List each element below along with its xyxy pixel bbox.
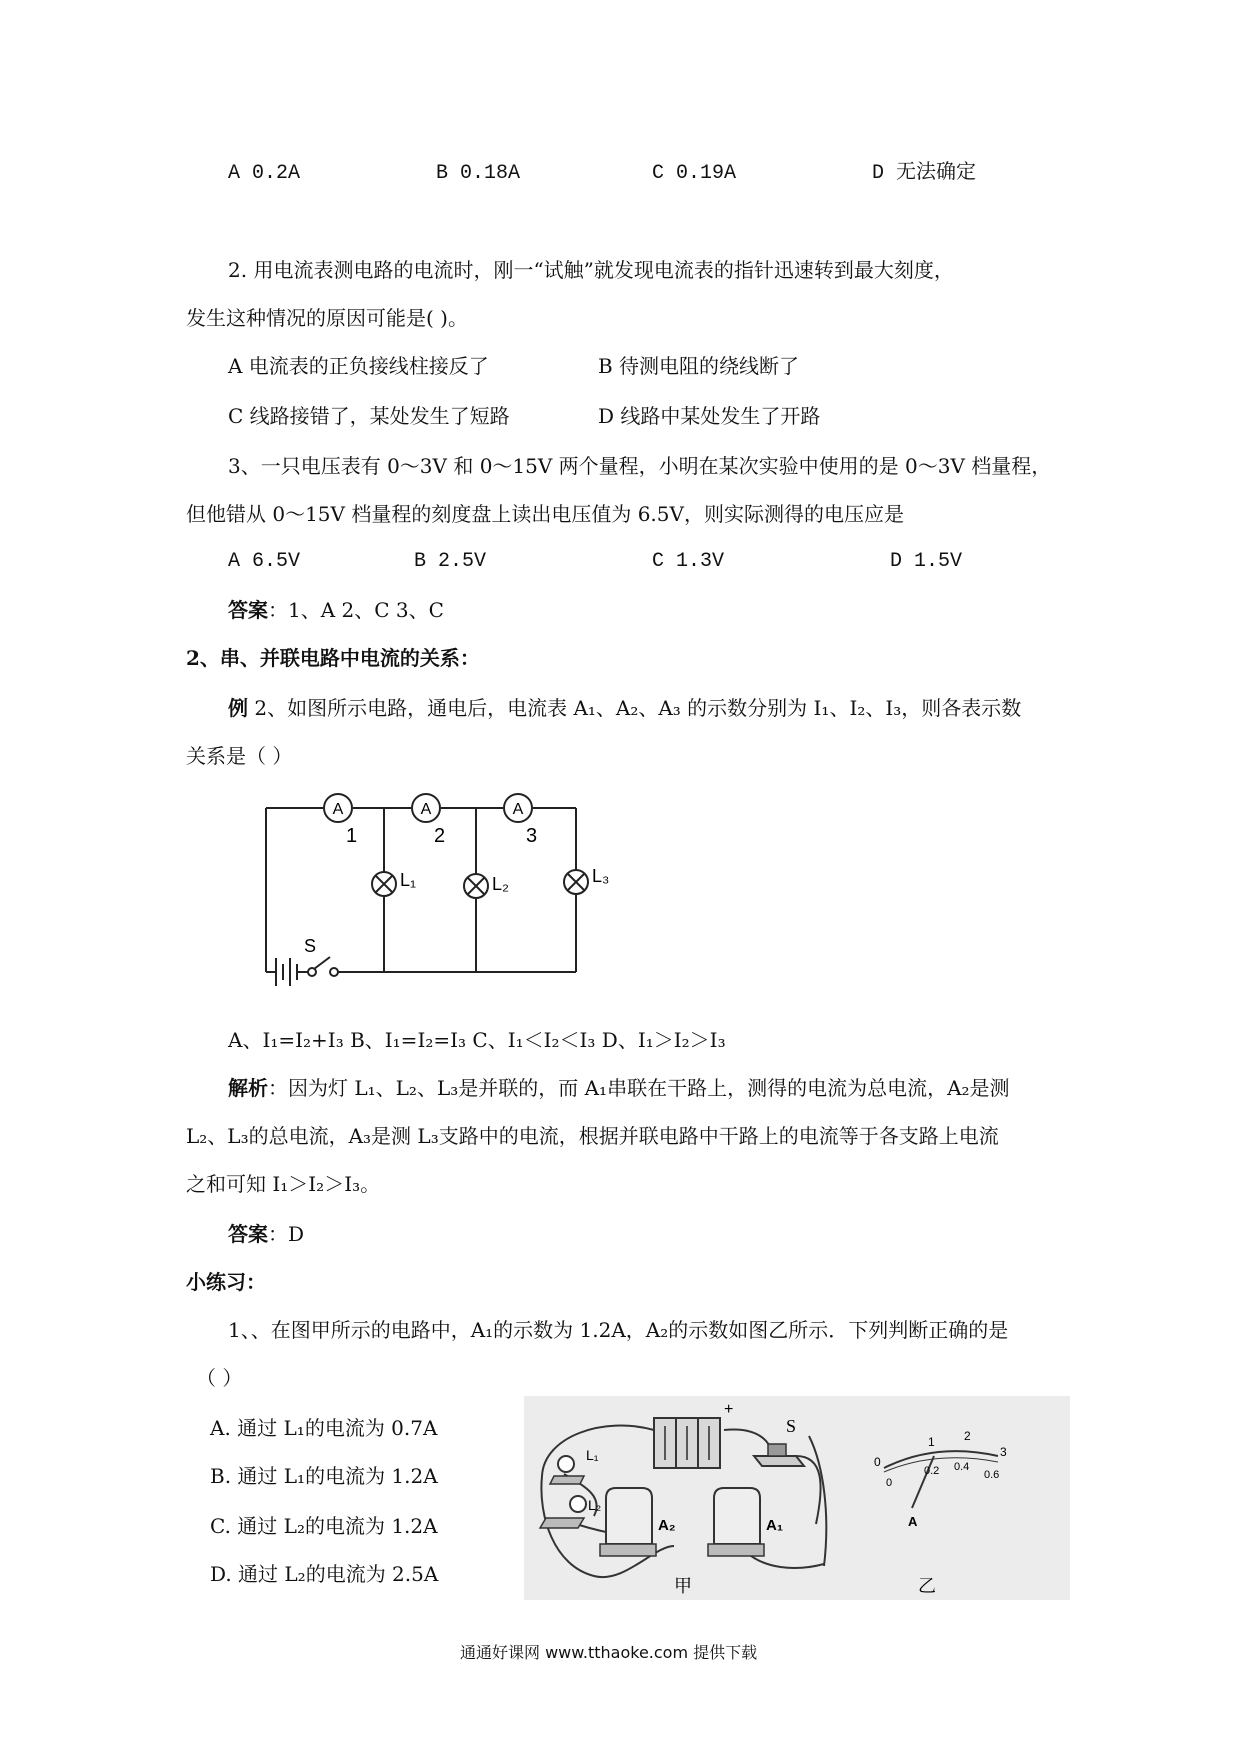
lamp-l1-icon xyxy=(372,870,416,896)
lamp-l2-label: L₂ xyxy=(492,874,509,894)
lamp-l3-icon xyxy=(564,866,609,894)
dial-top-2: 2 xyxy=(964,1429,971,1443)
practice-q1-line1: 1、、在图甲所示的电路中，A₁的示数为 1.2A，A₂的示数如图乙所示．下列判断正确的是 xyxy=(228,1318,1009,1342)
lamp-l1-photo-label: L₁ xyxy=(586,1447,599,1463)
example-2-text: 2、如图所示电路，通电后，电流表 A₁、A₂、A₃ 的示数分别为 I₁、I₂、I₃，则各表示数 xyxy=(248,696,1022,720)
page-footer: 通通好课网 www.tthaoke.com 提供下载 xyxy=(460,1643,758,1662)
practice-q1-line2: （ ） xyxy=(196,1366,243,1390)
answer-1 xyxy=(228,596,444,624)
answer-1-label: 答案 xyxy=(228,598,268,622)
circuit-photo-figure xyxy=(524,1396,1070,1600)
analysis-line3: 之和可知 I₁＞I₂＞I₃。 xyxy=(186,1172,381,1196)
ammeter-a3-number: 3 xyxy=(526,825,538,847)
ammeter-dial-icon xyxy=(884,1451,998,1508)
q3-option-d: D 1.5V xyxy=(890,550,963,573)
practice-q1-option-b: B. 通过 L₁的电流为 1.2A xyxy=(210,1464,438,1488)
q2-option-d: D 线路中某处发生了开路 xyxy=(598,404,821,428)
parallel-circuit-diagram xyxy=(250,782,630,992)
ammeter-a2-photo-icon xyxy=(600,1488,656,1556)
q1-option-c: C 0.19A xyxy=(652,162,737,185)
answer-1-text: ：1、A 2、C 3、C xyxy=(268,598,444,622)
ammeter-a2-photo-label: A₂ xyxy=(658,1517,676,1534)
circuit-photo-drawing xyxy=(524,1396,1070,1600)
q3-option-a: A 6.5V xyxy=(228,550,301,573)
lamp-l2-icon xyxy=(464,874,509,898)
practice-q1-option-d: D. 通过 L₂的电流为 2.5A xyxy=(210,1562,439,1586)
dial-unit-label: A xyxy=(908,1514,918,1529)
answer-2-label: 答案 xyxy=(228,1222,268,1246)
ammeter-a3-symbol: A xyxy=(512,801,524,818)
lamp-l1-label: L₁ xyxy=(400,870,417,890)
q3-option-b: B 2.5V xyxy=(414,550,487,573)
example-2-options: A、I₁=I₂+I₃ B、I₁=I₂=I₃ C、I₁＜I₂＜I₃ D、I₁＞I₂＞I₃ xyxy=(228,1028,726,1052)
analysis-label: 解析 xyxy=(228,1076,268,1100)
lamp-l3-label: L₃ xyxy=(592,866,610,886)
lamp-l1-photo-icon xyxy=(550,1456,584,1484)
analysis-line2: L₂、L₃的总电流，A₃是测 L₃支路中的电流，根据并联电路中干路上的电流等于各支路上电流 xyxy=(186,1124,999,1148)
example-2-label: 例 xyxy=(228,696,248,720)
q1-option-d: D 无法确定 xyxy=(872,162,977,185)
section-2-title: 2、串、并联电路中电流的关系： xyxy=(186,646,480,670)
knife-switch-label: S xyxy=(786,1416,797,1436)
switch-icon xyxy=(304,936,338,976)
q2-text-line1: 2. 用电流表测电路的电流时，刚一“试触”就发现电流表的指针迅速转到最大刻度， xyxy=(228,258,954,282)
ammeter-a2-icon xyxy=(412,794,445,847)
dial-bottom-04: 0.4 xyxy=(954,1461,970,1473)
ammeter-a1-photo-icon xyxy=(708,1488,764,1556)
practice-title: 小练习： xyxy=(186,1270,266,1294)
ammeter-a1-number: 1 xyxy=(346,825,358,847)
battery-plus-label: + xyxy=(724,1401,734,1418)
answer-2-text: ：D xyxy=(268,1222,305,1246)
knife-switch-icon xyxy=(754,1444,804,1466)
dial-top-0: 0 xyxy=(874,1455,881,1469)
q2-option-b: B 待测电阻的绕线断了 xyxy=(598,354,800,378)
q2-option-c: C 线路接错了，某处发生了短路 xyxy=(228,404,510,428)
q1-option-a: A 0.2A xyxy=(228,162,301,185)
ammeter-a3-icon xyxy=(504,794,537,847)
q1-option-b: B 0.18A xyxy=(436,162,521,185)
ammeter-a1-icon xyxy=(324,794,357,847)
dial-bottom-0: 0 xyxy=(886,1477,893,1489)
figure-yi-label: 乙 xyxy=(918,1576,936,1596)
analysis-line1 xyxy=(228,1074,1010,1102)
ammeter-a1-photo-label: A₁ xyxy=(766,1517,784,1534)
example-2-line2: 关系是（ ） xyxy=(186,744,293,768)
q3-text-line2: 但他错从 0～15V 档量程的刻度盘上读出电压值为 6.5V，则实际测得的电压应是 xyxy=(186,502,904,526)
dial-top-1: 1 xyxy=(928,1435,935,1449)
practice-q1-option-c: C. 通过 L₂的电流为 1.2A xyxy=(210,1514,438,1538)
q3-text-line1: 3、一只电压表有 0～3V 和 0～15V 两个量程，小明在某次实验中使用的是 0～3V 档量程， xyxy=(228,454,1052,478)
ammeter-a1-symbol: A xyxy=(332,801,344,818)
lamp-l2-photo-label: L₂ xyxy=(588,1497,602,1513)
practice-q1-option-a: A. 通过 L₁的电流为 0.7A xyxy=(210,1416,438,1440)
ammeter-a2-number: 2 xyxy=(434,825,446,847)
analysis-text: ：因为灯 L₁、L₂、L₃是并联的，而 A₁串联在干路上，测得的电流为总电流，A₂是测 xyxy=(268,1076,1010,1100)
dial-bottom-02: 0.2 xyxy=(924,1465,940,1477)
battery-pack-icon xyxy=(654,1418,720,1468)
switch-label: S xyxy=(304,936,317,956)
lamp-l2-photo-icon xyxy=(540,1496,586,1528)
example-2-line1 xyxy=(228,694,1021,722)
dial-top-3: 3 xyxy=(1000,1445,1007,1459)
q2-option-a: A 电流表的正负接线柱接反了 xyxy=(228,354,489,378)
dial-bottom-06: 0.6 xyxy=(984,1469,1000,1481)
battery-icon xyxy=(276,958,308,986)
q2-text-line2: 发生这种情况的原因可能是( )。 xyxy=(186,306,468,330)
answer-2 xyxy=(228,1220,304,1248)
q3-option-c: C 1.3V xyxy=(652,550,725,573)
figure-jia-label: 甲 xyxy=(674,1576,692,1596)
ammeter-a2-symbol: A xyxy=(420,801,432,818)
